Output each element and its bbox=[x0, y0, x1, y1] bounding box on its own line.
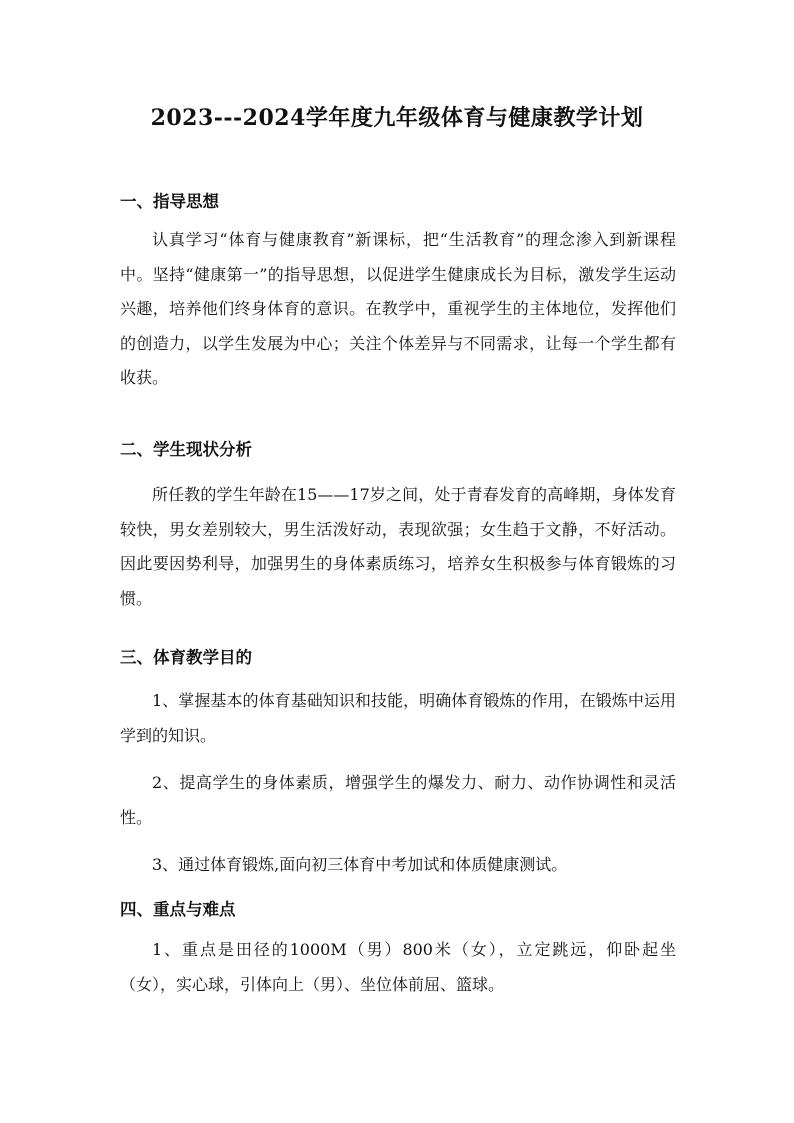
section-heading-key-points: 四、重点与难点 bbox=[120, 900, 236, 919]
paragraph-guiding-ideology: 认真学习“体育与健康教育”新课标，把“生活教育”的理念渗入到新课程中。坚持“健康第一”的指导思想，以促进学生健康成长为目标，激发学生运动兴趣，培养他们终身体育的意识。在教学中，重视学生的主体地位，发挥他们的创造力，以学生发展为中心；关注个体差异与不同需求，让每一个学生都有收获。 bbox=[120, 230, 676, 387]
document-title: 2023---2024学年度九年级体育与健康教学计划 bbox=[150, 105, 644, 131]
paragraph-student-analysis: 所任教的学生年龄在15——17岁之间，处于青春发育的高峰期，身体发育较快，男女差别较大，男生活泼好动，表现欲强；女生趋于文静，不好活动。因此要因势利导，加强男生的身体素质练习，培养女生积极参与体育锻炼的习惯。 bbox=[120, 485, 676, 608]
paragraph-objective-3: 3、通过体育锻炼,面向初三体育中考加试和体质健康测试。 bbox=[152, 855, 568, 874]
paragraph-key-point-1: 1、重点是田径的1000M（男）800米（女），立定跳远，仰卧起坐（女），实心球，引体向上（男）、坐位体前屈、篮球。 bbox=[120, 940, 676, 994]
paragraph-objective-1: 1、掌握基本的体育基础知识和技能，明确体育锻炼的作用，在锻炼中运用学到的知识。 bbox=[120, 691, 676, 745]
paragraph-objective-2: 2、提高学生的身体素质，增强学生的爆发力、耐力、动作协调性和灵活性。 bbox=[120, 773, 676, 827]
section-heading-guiding-ideology: 一、指导思想 bbox=[120, 192, 219, 211]
section-heading-teaching-objectives: 三、体育教学目的 bbox=[120, 648, 252, 667]
section-heading-student-analysis: 二、学生现状分析 bbox=[120, 440, 252, 459]
